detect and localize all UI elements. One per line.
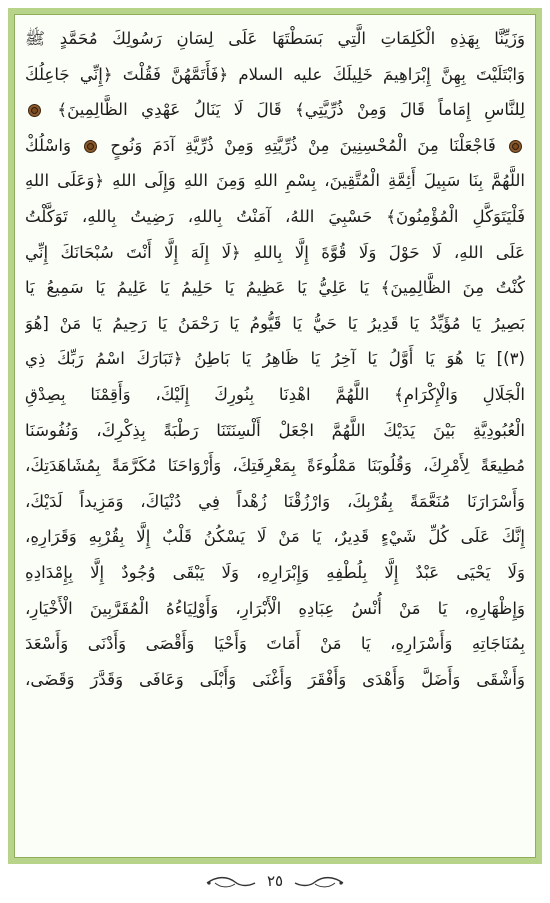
text-line-11: الْجَلَالِ وَالْإِكْرَامِ﴾ اللَّهُمَّ اهْدِنَا بِنُورِكَ إِلَيْكَ، وَأَقِمْنَا بِصِدْقِ	[25, 384, 525, 404]
text-line-9: بَصِيرُ يَا مُؤَيِّدُ يَا قَدِيرُ يَا حَيُّ يَا قَيُّومُ يَا رَحْمَنُ يَا رَحِيمُ يَا مَنْ [هُوَ	[25, 313, 525, 333]
text-line-19: وَأَشْقَى وَأَضَلَّ وَأَهْدَى وَأَفْقَرَ وَأَغْنَى وَأَبْلَى وَعَافَى وَقَدَّرَ وَقَضَى،	[25, 669, 525, 689]
page-footer	[0, 870, 550, 896]
text-line-15: إِنَّكَ عَلَى كُلِّ شَيْءٍ قَدِيرٌ، يَا مَنْ لَا يَسْكُنُ قَلْبٌ إِلَّا بِقُرْبِهِ وَقَرَارِهِ،	[25, 527, 525, 547]
text-line-16: وَلَا يَحْيَى عَبْدٌ إِلَّا بِلُطْفِهِ وَإِبْرَارِهِ، وَلَا يَبْقَى وُجُودٌ إِلَّا بِإِمْدَادِهِ	[25, 562, 525, 582]
text-line-5: اللَّهُمَّ بِنَا سَبِيلَ أَئِمَّةِ الْمُتَّقِينَ، بِسْمِ اللهِ وَمِنَ اللهِ وَإِلَى اللهِ ﴿وَعَلَى اللهِ	[25, 171, 525, 191]
text-line-13: مُطِيعَةً لِأَمْرِكَ، وَقُلُوبَنَا مَمْلُوءَةً بِمَعْرِفَتِكَ، وَأَرْوَاحَنَا مُكَرَّمَةً بِمُشَاهَدَتِكَ،	[25, 456, 525, 476]
prayer-text	[25, 21, 525, 851]
rosette-icon	[509, 140, 522, 153]
text-line-4-tail: وَاسْلُكْ	[25, 135, 72, 155]
text-line-8: كُنْتُ مِنَ الظَّالِمِينَ﴾ يَا عَلِيُّ يَا عَظِيمُ يَا حَلِيمُ يَا عَلِيمُ يَا سَمِيعُ يَا	[25, 278, 525, 298]
rosette-icon	[84, 140, 97, 153]
text-line-3	[25, 92, 525, 128]
text-line-18: بِمُنَاجَاتِهِ وَأَسْرَارِهِ، يَا مَنْ أَمَاتَ وَأَحْيَا وَأَقْصَى وَأَدْنَى وَأَسْعَدَ	[25, 634, 525, 654]
text-line-4-body: فَاجْعَلْنَا مِنَ الْمُحْسِنِينَ مِنْ ذُرِّيَّتِهِ وَمِنْ ذُرِّيَّةِ آدَمَ وَنُوحٍ	[110, 135, 496, 155]
text-line-10: (٣)] يَا هُوَ يَا أَوَّلُ يَا آخِرُ يَا ظَاهِرُ يَا بَاطِنُ ﴿تَبَارَكَ اسْمُ رَبِّكَ ذِي	[25, 349, 525, 369]
text-line-3-body: لِلنَّاسِ إِمَاماً قَالَ وَمِنْ ذُرِّيَّتِي﴾ قَالَ لَا يَنَالُ عَهْدِي الظَّالِمِينَ﴾	[57, 100, 525, 120]
text-line-1: وَزَيِّنَّا بِهَذِهِ الْكَلِمَاتِ الَّتِي بَسَطْتَهَا عَلَى لِسَانِ رَسُولِكَ مُحَمَّدٍ ﷺ	[25, 29, 525, 48]
text-line-2: وَابْتَلَيْتَ بِهِنَّ إِبْرَاهِيمَ خَلِيلَكَ عليه السلام ﴿فَأَتَمَّهُنَّ فَقُلْتَ ﴿إِنِّي جَاعِلُكَ	[25, 64, 525, 84]
text-line-7: عَلَى اللهِ، لَا حَوْلَ وَلَا قُوَّةَ إِلَّا بِاللهِ ﴿لَا إِلَهَ إِلَّا أَنْتَ سُبْحَانَكَ إِنِّي	[25, 242, 525, 262]
text-line-6: فَلْيَتَوَكَّلِ الْمُؤْمِنُونَ﴾ حَسْبِيَ اللهُ، آمَنْتُ بِاللهِ، رَضِيتُ بِاللهِ، تَوَكَّلْتُ	[25, 206, 525, 226]
text-line-4	[25, 128, 525, 164]
text-line-17: وَإِظْهَارِهِ، يَا مَنْ أُنْسُ عِبَادِهِ الْأَبْرَارِ، وَأَوْلِيَاءُهُ الْمُقَرَّبِينَ الْأَخْيَارِ،	[25, 598, 525, 618]
page-number: ٢٥	[266, 872, 284, 890]
rosette-icon	[28, 104, 41, 117]
page-panel	[14, 14, 536, 858]
text-line-12: الْعُبُودِيَّةِ بَيْنَ يَدَيْكَ اللَّهُمَّ اجْعَلْ أَلْسِنَتَنَا رَطْبَةً بِذِكْرِكَ، وَنُفُوسَنَا	[25, 420, 525, 440]
text-line-14: وَأَسْرَارَنَا مُنَعَّمَةً بِقُرْبِكَ، وَارْزُقْنَا زُهْداً فِي دُنْيَاكَ، وَمَزِيداً لَدَيْكَ،	[25, 491, 525, 511]
page-frame	[8, 8, 542, 864]
